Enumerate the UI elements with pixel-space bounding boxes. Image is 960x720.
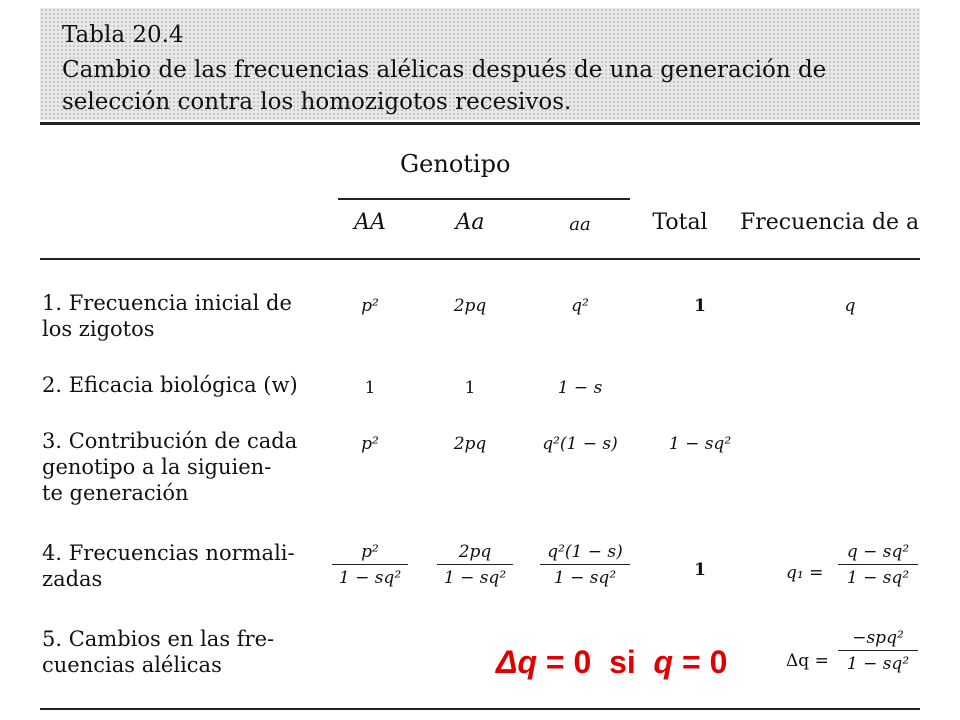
column-header-rule: [40, 258, 920, 260]
row-4-aa-fraction: [535, 542, 635, 588]
column-header-aa: aa: [569, 214, 591, 235]
column-header-AA: AA: [354, 210, 386, 235]
highlight-delta-q: Δq: [496, 644, 538, 680]
row-4-freq-denominator: 1 − sq²: [846, 568, 910, 589]
row-3-label: 3. Contribución de cada genotipo a la siguien- te generación: [42, 429, 298, 505]
row-5-label: 5. Cambios en las fre- cuencias alélicas: [42, 627, 275, 677]
row-4-freq-fraction: [836, 542, 920, 588]
highlight-equals-zero: = 0: [673, 644, 728, 680]
row-2-AA: 1: [364, 378, 376, 398]
row-5-freq-fraction: [836, 628, 920, 674]
row-1-AA: p²: [361, 296, 379, 316]
row-4-freq-lhs: q₁ =: [786, 563, 824, 583]
highlight-equals-zero-si: = 0 si: [537, 644, 654, 680]
row-1-aa: q²: [571, 296, 589, 316]
row-4-aa-denominator: 1 − sq²: [553, 568, 617, 589]
row-1-freq: q: [844, 296, 856, 316]
column-group-genotipo: Genotipo: [400, 150, 511, 178]
column-header-frecuencia: Frecuencia de a: [740, 210, 920, 235]
row-4-total: 1: [694, 560, 706, 580]
table-title: Tabla 20.4: [62, 22, 184, 48]
highlight-q: q: [653, 644, 674, 680]
row-3-aa: q²(1 − s): [542, 434, 618, 454]
row-2-Aa: 1: [464, 378, 476, 398]
row-4-AA-fraction: [330, 542, 410, 588]
highlight-annotation: [496, 644, 727, 681]
genotipo-rule: [338, 198, 630, 200]
row-4-AA-numerator: p²: [361, 542, 379, 562]
row-3-Aa: 2pq: [453, 434, 487, 454]
row-4-label: 4. Frecuencias normali- zadas: [42, 541, 295, 591]
row-4-Aa-numerator: 2pq: [458, 542, 492, 562]
column-header-total: Total: [652, 210, 708, 235]
row-1-total: 1: [694, 296, 706, 316]
row-4-freq-numerator: q − sq²: [846, 542, 910, 562]
row-1-label: 1. Frecuencia inicial de los zigotos: [42, 291, 292, 341]
row-4-Aa-denominator: 1 − sq²: [443, 568, 507, 589]
row-5-freq-numerator: −spq²: [852, 628, 904, 648]
row-1-Aa: 2pq: [453, 296, 487, 316]
table-caption: Cambio de las frecuencias alélicas después de una generación de selección contra los homozigotos recesivos.: [62, 57, 827, 115]
row-5-freq-lhs: Δq =: [786, 651, 829, 671]
table-bottom-rule: [40, 708, 920, 710]
header-divider: [40, 122, 920, 125]
row-3-AA: p²: [361, 434, 379, 454]
column-header-Aa: Aa: [455, 210, 485, 235]
row-2-label: 2. Eficacia biológica (w): [42, 373, 298, 397]
row-4-aa-numerator: q²(1 − s): [547, 542, 623, 562]
row-3-total: 1 − sq²: [668, 434, 732, 454]
row-2-aa: 1 − s: [557, 378, 603, 398]
row-5-freq-denominator: 1 − sq²: [846, 654, 910, 675]
row-4-AA-denominator: 1 − sq²: [338, 568, 402, 589]
row-4-Aa-fraction: [435, 542, 515, 588]
